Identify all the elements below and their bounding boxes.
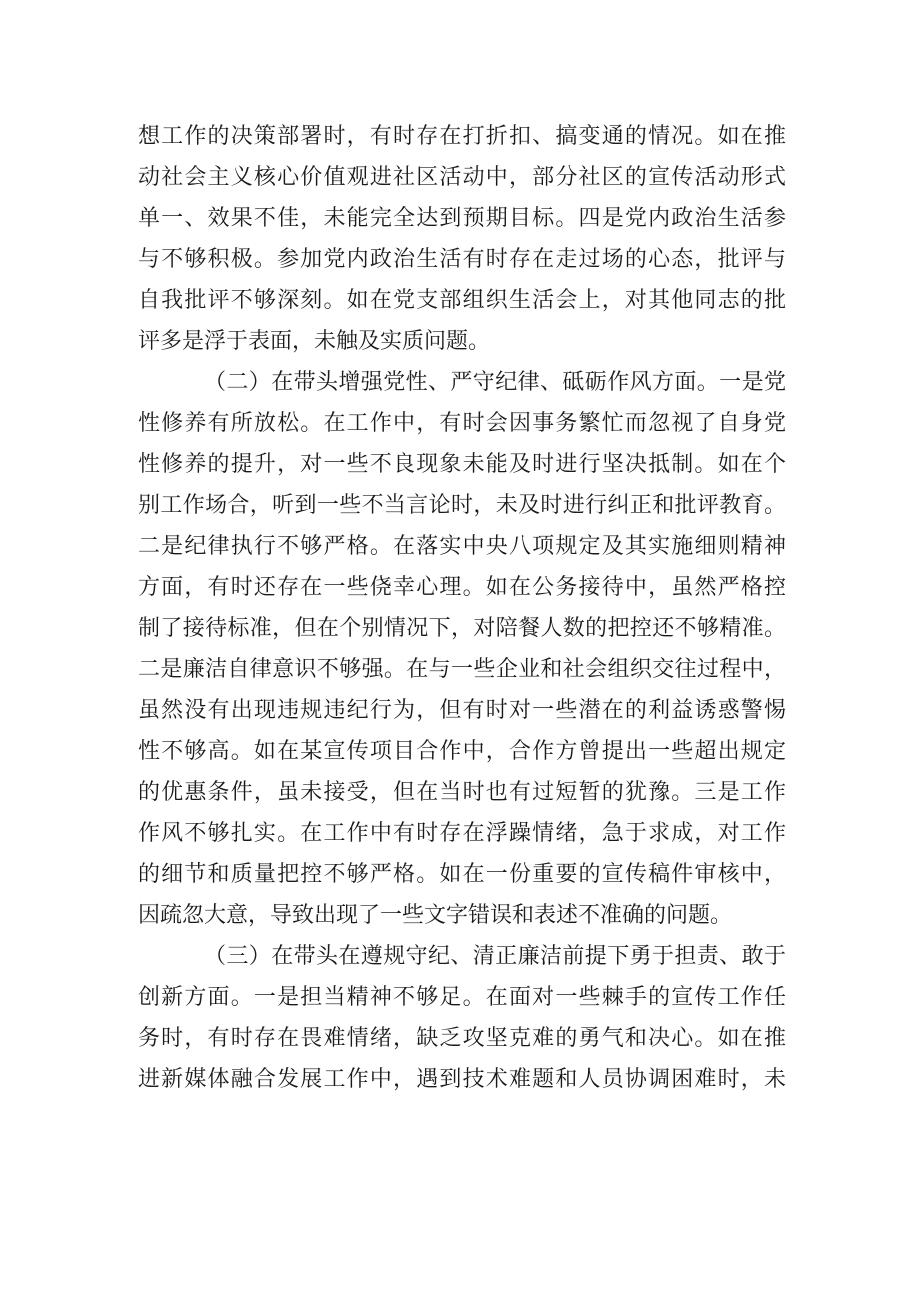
text-line: 进新媒体融合发展工作中，遇到技术难题和人员协调困难时，未 (138, 1067, 786, 1092)
text-line: 二是纪律执行不够严格。在落实中央八项规定及其实施细则精神 (138, 534, 786, 559)
section-heading-line: （三）在带头在遵规守纪、清正廉洁前提下勇于担责、敢于 (204, 944, 786, 969)
text-line: 自我批评不够深刻。如在党支部组织生活会上，对其他同志的批 (138, 288, 786, 313)
text-line: 方面，有时还存在一些侥幸心理。如在公务接待中，虽然严格控 (138, 575, 786, 600)
text-line: 的优惠条件，虽未接受，但在当时也有过短暂的犹豫。三是工作 (138, 780, 786, 805)
text-line: 作风不够扎实。在工作中有时存在浮躁情绪，急于求成，对工作 (138, 821, 786, 846)
section-heading-line: （二）在带头增强党性、严守纪律、砥砺作风方面。一是党 (204, 370, 786, 395)
text-line: 虽然没有出现违规违纪行为，但有时对一些潜在的利益诱惑警惕 (138, 698, 786, 723)
document-body (138, 116, 786, 1100)
text-line: 别工作场合，听到一些不当言论时，未及时进行纠正和批评教育。 (138, 493, 786, 518)
text-line: 性修养有所放松。在工作中，有时会因事务繁忙而忽视了自身党 (138, 411, 786, 436)
text-line: 单一、效果不佳，未能完全达到预期目标。四是党内政治生活参 (138, 206, 786, 231)
text-line: 与不够积极。参加党内政治生活有时存在走过场的心态，批评与 (138, 247, 786, 272)
text-line: 因疏忽大意，导致出现了一些文字错误和表述不准确的问题。 (138, 903, 733, 928)
text-line: 性不够高。如在某宣传项目合作中，合作方曾提出一些超出规定 (138, 739, 786, 764)
text-line: 务时，有时存在畏难情绪，缺乏攻坚克难的勇气和决心。如在推 (138, 1026, 786, 1051)
text-line: 想工作的决策部署时，有时存在打折扣、搞变通的情况。如在推 (138, 124, 786, 149)
text-line: 评多是浮于表面，未触及实质问题。 (138, 329, 491, 354)
text-line: 的细节和质量把控不够严格。如在一份重要的宣传稿件审核中， (138, 862, 786, 887)
text-line: 动社会主义核心价值观进社区活动中，部分社区的宣传活动形式 (138, 165, 786, 190)
text-line: 制了接待标准，但在个别情况下，对陪餐人数的把控还不够精准。 (138, 616, 786, 641)
text-line: 性修养的提升，对一些不良现象未能及时进行坚决抵制。如在个 (138, 452, 786, 477)
text-line: 创新方面。一是担当精神不够足。在面对一些棘手的宣传工作任 (138, 985, 786, 1010)
text-line: 二是廉洁自律意识不够强。在与一些企业和社会组织交往过程中， (138, 657, 786, 682)
